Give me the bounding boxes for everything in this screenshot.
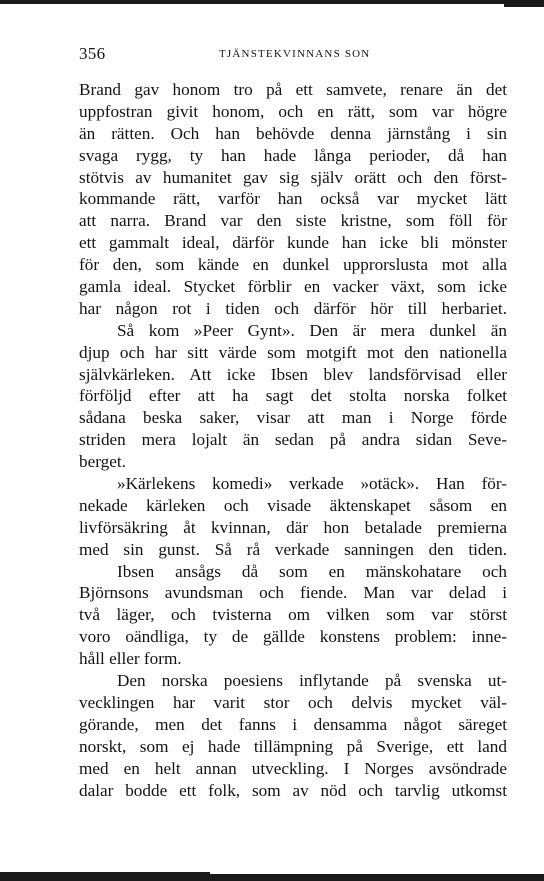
text-line: förföljd efter att ha sagt det stolta norska folket	[79, 386, 507, 406]
text-line: håll eller form.	[79, 649, 182, 669]
text-line: Så kom »Peer Gynt». Den är mera dunkel än	[117, 320, 507, 340]
text-line: att narra. Brand var den siste kristne, som föll för	[79, 211, 507, 231]
text-line: ett gammalt ideal, därför kunde han icke bli mönster	[79, 233, 507, 253]
text-line: dalar bodde ett folk, som av nöd och tarvlig utkomst	[79, 780, 507, 800]
text-line: vecklingen har varit stor och delvis mycket väl-	[79, 692, 507, 712]
page-number: 356	[79, 44, 106, 63]
text-line: två läger, och tvisterna om vilken som var störst	[79, 605, 507, 625]
text-line: för den, som kände en dunkel upprorslusta mot alla	[79, 255, 507, 275]
top-page-edge-shadow	[504, 0, 544, 7]
text-line: djup och har sitt värde som motgift mot den nationella	[79, 342, 507, 362]
text-line: Björnsons avundsman och fiende. Man var delad i	[79, 583, 507, 603]
text-line: nekade kärleken och visade äktenskapet såsom en	[79, 495, 507, 515]
body-text	[79, 79, 507, 801]
text-line: än rätten. Och han behövde denna järnstång i sin	[79, 123, 507, 143]
text-line: sådana beska saker, visar att man i Norge förde	[79, 408, 507, 428]
text-line: striden mera lojalt än sedan på andra sidan Seve-	[79, 430, 507, 450]
text-line: görande, men det fanns i densamma något säreget	[79, 714, 507, 734]
text-line: voro oändliga, ty de gällde konstens problem: inne-	[79, 627, 507, 647]
text-line: uppfostran givit honom, och en rätt, som var högre	[79, 101, 507, 121]
text-line: »Kärlekens komedi» verkade »otäck». Han för-	[117, 474, 507, 494]
text-line: med sin gunst. Så rå verkade sanningen den tiden.	[79, 539, 507, 559]
text-line: Den norska poesiens inflytande på svenska ut-	[117, 671, 507, 691]
text-line: norskt, som ej hade tillämpning på Sverige, ett land	[79, 736, 507, 756]
bottom-page-edge-shadow	[0, 872, 210, 881]
text-line: svaga rygg, ty han hade långa perioder, då han	[79, 145, 507, 165]
text-line: har någon rot i tiden och därför hör till herbariet.	[79, 298, 507, 318]
text-line: självkärleken. Att icke Ibsen blev landsförvisad eller	[79, 364, 507, 384]
text-line: kommande rätt, varför han också var mycket lätt	[79, 189, 507, 209]
text-line: gamla ideal. Stycket förblir en vacker växt, som icke	[79, 277, 507, 297]
text-line: stötvis av humanitet gav sig själv orätt och den först-	[79, 167, 507, 187]
running-head: TJÄNSTEKVINNANS SON	[219, 48, 371, 60]
text-line: Ibsen ansågs då som en mänskohatare och	[117, 561, 507, 581]
page-header	[79, 44, 507, 68]
text-line: Brand gav honom tro på ett samvete, renare än det	[79, 80, 507, 99]
text-line: livförsäkring åt kvinnan, där hon betalade premierna	[79, 517, 507, 537]
top-page-edge	[0, 0, 544, 4]
text-line: berget.	[79, 452, 126, 472]
text-line: med en helt annan utveckling. I Norges avsöndrade	[79, 758, 507, 778]
